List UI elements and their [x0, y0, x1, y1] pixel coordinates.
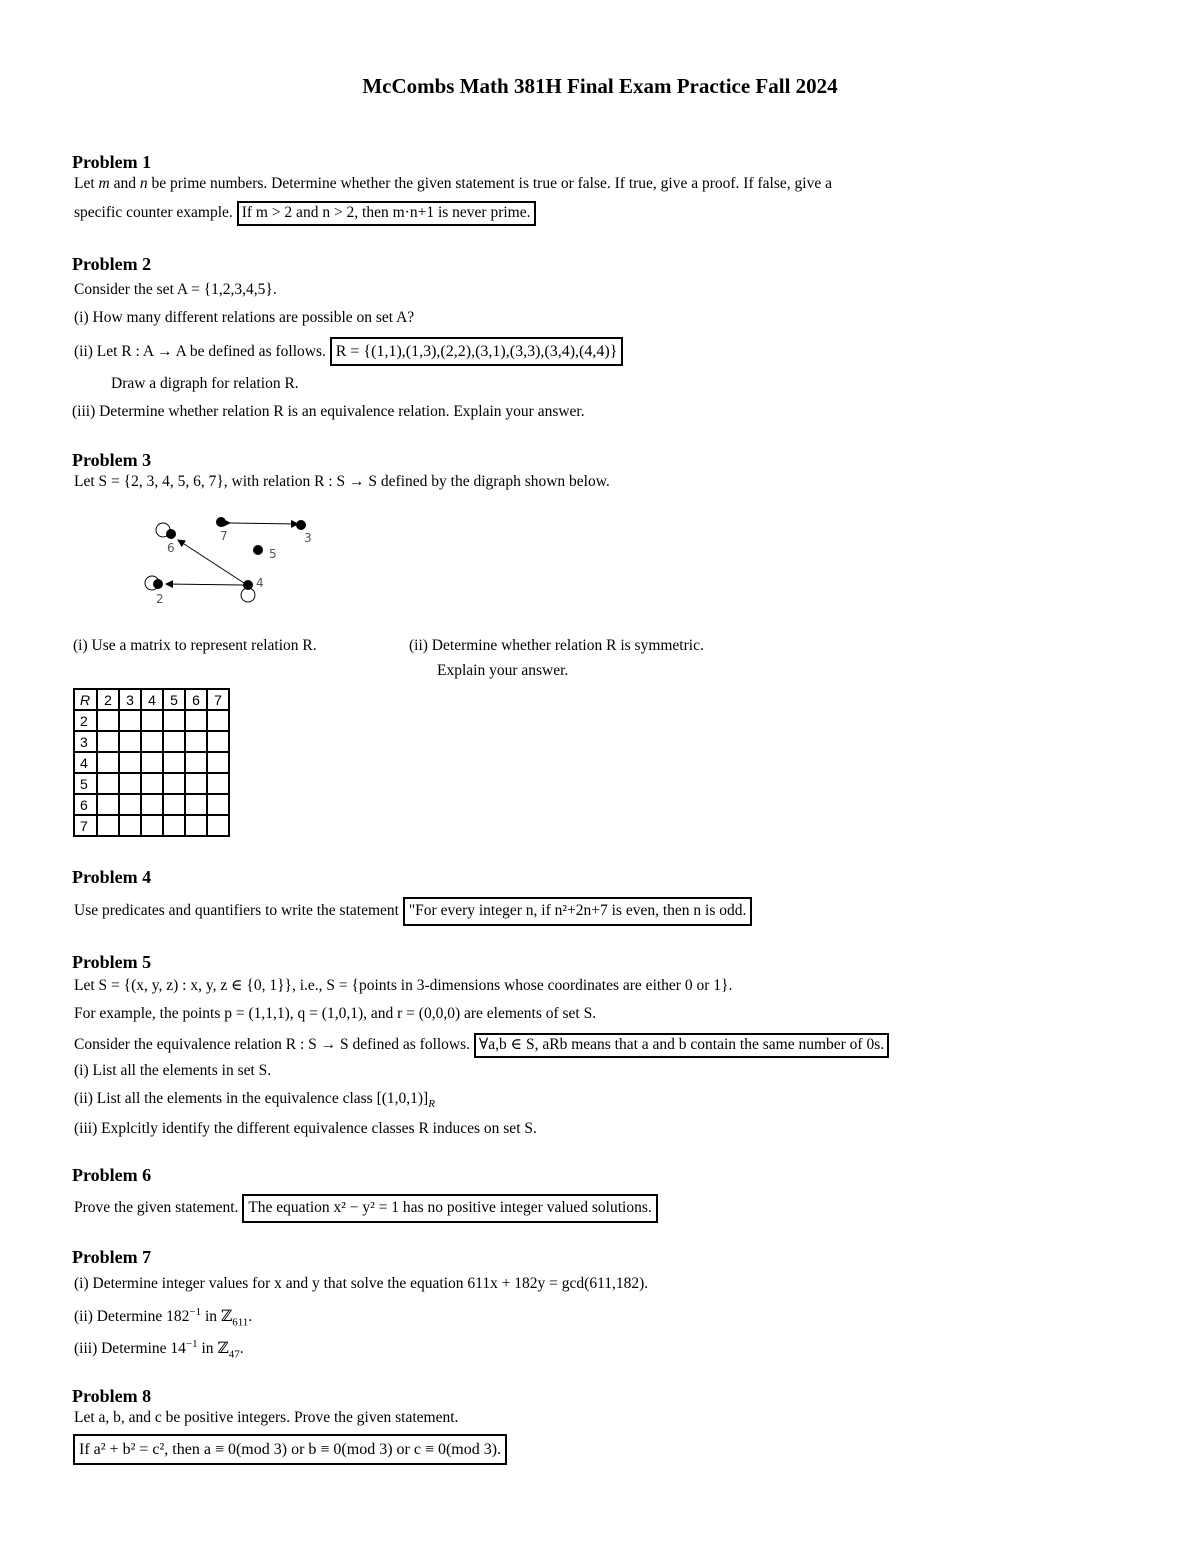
- matrix-cell[interactable]: [163, 815, 185, 836]
- matrix-cell[interactable]: [97, 710, 119, 731]
- problem-1-line-2: specific counter example. If m > 2 and n > 2, then m·n+1 is never prime.: [74, 201, 536, 226]
- matrix-col-header: 6: [185, 689, 207, 710]
- matrix-row: [74, 773, 229, 794]
- matrix-cell[interactable]: [163, 710, 185, 731]
- matrix-cell[interactable]: [97, 794, 119, 815]
- matrix-cell[interactable]: [185, 794, 207, 815]
- matrix-row-header: 2: [74, 710, 97, 731]
- matrix-row-header: 3: [74, 731, 97, 752]
- matrix-header-row: [74, 689, 229, 710]
- problem-8-line-2: [73, 1434, 507, 1465]
- problem-2-relation-box: R = {(1,1),(1,3),(2,2),(3,1),(3,3),(3,4),(4,4)}: [330, 337, 624, 366]
- problem-3-part-ii: (ii) Determine whether relation R is symmetric.: [409, 637, 704, 654]
- problem-5-part-i: (i) List all the elements in set S.: [74, 1062, 272, 1079]
- matrix-col-header: 2: [97, 689, 119, 710]
- matrix-cell[interactable]: [141, 773, 163, 794]
- matrix-row: [74, 794, 229, 815]
- problem-1-statement-box: If m > 2 and n > 2, then m·n+1 is never prime.: [237, 201, 536, 226]
- problem-7-part-i: (i) Determine integer values for x and y that solve the equation 611x + 182y = gcd(611,182).: [74, 1275, 649, 1292]
- problem-3-heading: Problem 3: [72, 450, 152, 470]
- problem-5-line-3: Consider the equivalence relation R : S → S defined as follows. ∀a,b ∈ S, aRb means that a and b contain the same number of 0s.: [74, 1033, 889, 1058]
- edge-7-3: [230, 523, 298, 524]
- node-label-4: 4: [256, 576, 264, 590]
- matrix-row: [74, 710, 229, 731]
- matrix-col-header: 3: [119, 689, 141, 710]
- matrix-cell[interactable]: [185, 752, 207, 773]
- node-2: [153, 579, 163, 589]
- problem-2-draw-digraph: Draw a digraph for relation R.: [111, 375, 299, 392]
- problem-6-line-1: Prove the given statement. The equation x² − y² = 1 has no positive integer valued solutions.: [74, 1194, 658, 1223]
- problem-8-statement-box: If a² + b² = c², then a ≡ 0(mod 3) or b ≡ 0(mod 3) or c ≡ 0(mod 3).: [73, 1434, 507, 1465]
- problem-5-relation-box: ∀a,b ∈ S, aRb means that a and b contain the same number of 0s.: [474, 1033, 889, 1058]
- matrix-cell[interactable]: [207, 731, 229, 752]
- problem-1-line-1: Let m and n be prime numbers. Determine whether the given statement is true or false. If true, give a proof. If false, give a: [74, 175, 832, 192]
- matrix-cell[interactable]: [141, 794, 163, 815]
- matrix-row: [74, 815, 229, 836]
- matrix-cell[interactable]: [97, 773, 119, 794]
- node-label-7: 7: [220, 529, 228, 543]
- matrix-cell[interactable]: [97, 752, 119, 773]
- matrix-row: [74, 731, 229, 752]
- matrix-cell[interactable]: [163, 752, 185, 773]
- problem-2-part-iii: (iii) Determine whether relation R is an equivalence relation. Explain your answer.: [72, 403, 585, 420]
- matrix-cell[interactable]: [163, 773, 185, 794]
- matrix-row-header: 6: [74, 794, 97, 815]
- matrix-cell[interactable]: [97, 731, 119, 752]
- matrix-row-header: 7: [74, 815, 97, 836]
- problem-5-heading: Problem 5: [72, 952, 152, 972]
- matrix-col-header: 4: [141, 689, 163, 710]
- matrix-cell[interactable]: [185, 773, 207, 794]
- matrix-cell[interactable]: [119, 794, 141, 815]
- matrix-cell[interactable]: [141, 731, 163, 752]
- problem-4-line-1: Use predicates and quantifiers to write the statement "For every integer n, if n²+2n+7 is even, then n is odd.: [74, 897, 752, 926]
- edge-4-6: [178, 540, 244, 583]
- matrix-cell[interactable]: [207, 794, 229, 815]
- problem-3-line-1: Let S = {2, 3, 4, 5, 6, 7}, with relation R : S → S defined by the digraph shown below.: [74, 473, 610, 490]
- node-label-6: 6: [167, 541, 175, 555]
- node-label-2: 2: [156, 592, 164, 606]
- loop-4: [241, 588, 255, 602]
- page-title: McCombs Math 381H Final Exam Practice Fall 2024: [362, 74, 838, 98]
- matrix-cell[interactable]: [185, 815, 207, 836]
- matrix-cell[interactable]: [141, 815, 163, 836]
- matrix-cell[interactable]: [119, 815, 141, 836]
- node-3: [296, 520, 306, 530]
- matrix-row-header: 5: [74, 773, 97, 794]
- matrix-cell[interactable]: [141, 752, 163, 773]
- matrix-cell[interactable]: [119, 752, 141, 773]
- matrix-cell[interactable]: [119, 731, 141, 752]
- problem-5-line-2: For example, the points p = (1,1,1), q = (1,0,1), and r = (0,0,0) are elements of set S.: [74, 1005, 597, 1022]
- problem-5-part-ii: (ii) List all the elements in the equivalence class $[(1,0,1)]_R$: [74, 1090, 435, 1111]
- problem-6-statement-box: The equation x² − y² = 1 has no positive integer valued solutions.: [242, 1194, 657, 1223]
- matrix-row: [74, 752, 229, 773]
- matrix-cell[interactable]: [207, 752, 229, 773]
- problem-4-statement-box: "For every integer n, if n²+2n+7 is even, then n is odd.: [403, 897, 753, 926]
- problem-3-part-ii-explain: Explain your answer.: [437, 662, 569, 679]
- node-6: [166, 529, 176, 539]
- problem-8-line-1: Let a, b, and c be positive integers. Prove the given statement.: [74, 1409, 459, 1426]
- equivalence-class-subscript: R: [428, 1098, 435, 1111]
- matrix-col-header: 5: [163, 689, 185, 710]
- problem-1-heading: Problem 1: [72, 152, 152, 172]
- matrix-cell[interactable]: [141, 710, 163, 731]
- matrix-col-header: 7: [207, 689, 229, 710]
- problem-6-heading: Problem 6: [72, 1165, 152, 1185]
- matrix-cell[interactable]: [119, 710, 141, 731]
- problem-3-matrix: [73, 688, 230, 837]
- matrix-cell[interactable]: [119, 773, 141, 794]
- matrix-cell[interactable]: [163, 731, 185, 752]
- problem-7-heading: Problem 7: [72, 1247, 152, 1267]
- problem-2-part-ii: (ii) Let R : A → A be defined as follows. R = {(1,1),(1,3),(2,2),(3,1),(3,3),(3,4),(4,4)}: [74, 337, 623, 366]
- matrix-cell[interactable]: [207, 710, 229, 731]
- problem-8-heading: Problem 8: [72, 1386, 152, 1406]
- node-4: [243, 580, 253, 590]
- matrix-cell[interactable]: [207, 773, 229, 794]
- problem-2-set: Consider the set A = {1,2,3,4,5}.: [74, 281, 277, 298]
- problem-3-part-i: (i) Use a matrix to represent relation R.: [73, 637, 317, 654]
- problem-2-part-i: (i) How many different relations are possible on set A?: [74, 309, 415, 326]
- matrix-row-header: 4: [74, 752, 97, 773]
- matrix-corner: R: [74, 689, 97, 710]
- node-label-3: 3: [304, 531, 312, 545]
- matrix-cell[interactable]: [97, 815, 119, 836]
- problem-5-part-iii: (iii) Explcitly identify the different equivalence classes R induces on set S.: [74, 1120, 537, 1137]
- matrix-cell[interactable]: [163, 794, 185, 815]
- problem-3-digraph: [140, 510, 340, 610]
- matrix-cell[interactable]: [185, 731, 207, 752]
- problem-4-heading: Problem 4: [72, 867, 152, 887]
- node-7: [216, 517, 226, 527]
- problem-7-part-iii: (iii) Determine $14^{-1}$ in ℤ$_{47}$.: [74, 1338, 244, 1361]
- edge-4-2: [166, 584, 243, 585]
- problem-2-heading: Problem 2: [72, 254, 152, 274]
- matrix-cell[interactable]: [207, 815, 229, 836]
- node-5: [253, 545, 263, 555]
- problem-7-part-ii: (ii) Determine $182^{-1}$ in ℤ$_{611}$.: [74, 1306, 253, 1329]
- matrix-cell[interactable]: [185, 710, 207, 731]
- node-label-5: 5: [269, 547, 277, 561]
- problem-5-line-1: Let S = {(x, y, z) : x, y, z ∈ {0, 1}}, i.e., S = {points in 3-dimensions whose coordinates are either 0 or 1}.: [74, 977, 733, 994]
